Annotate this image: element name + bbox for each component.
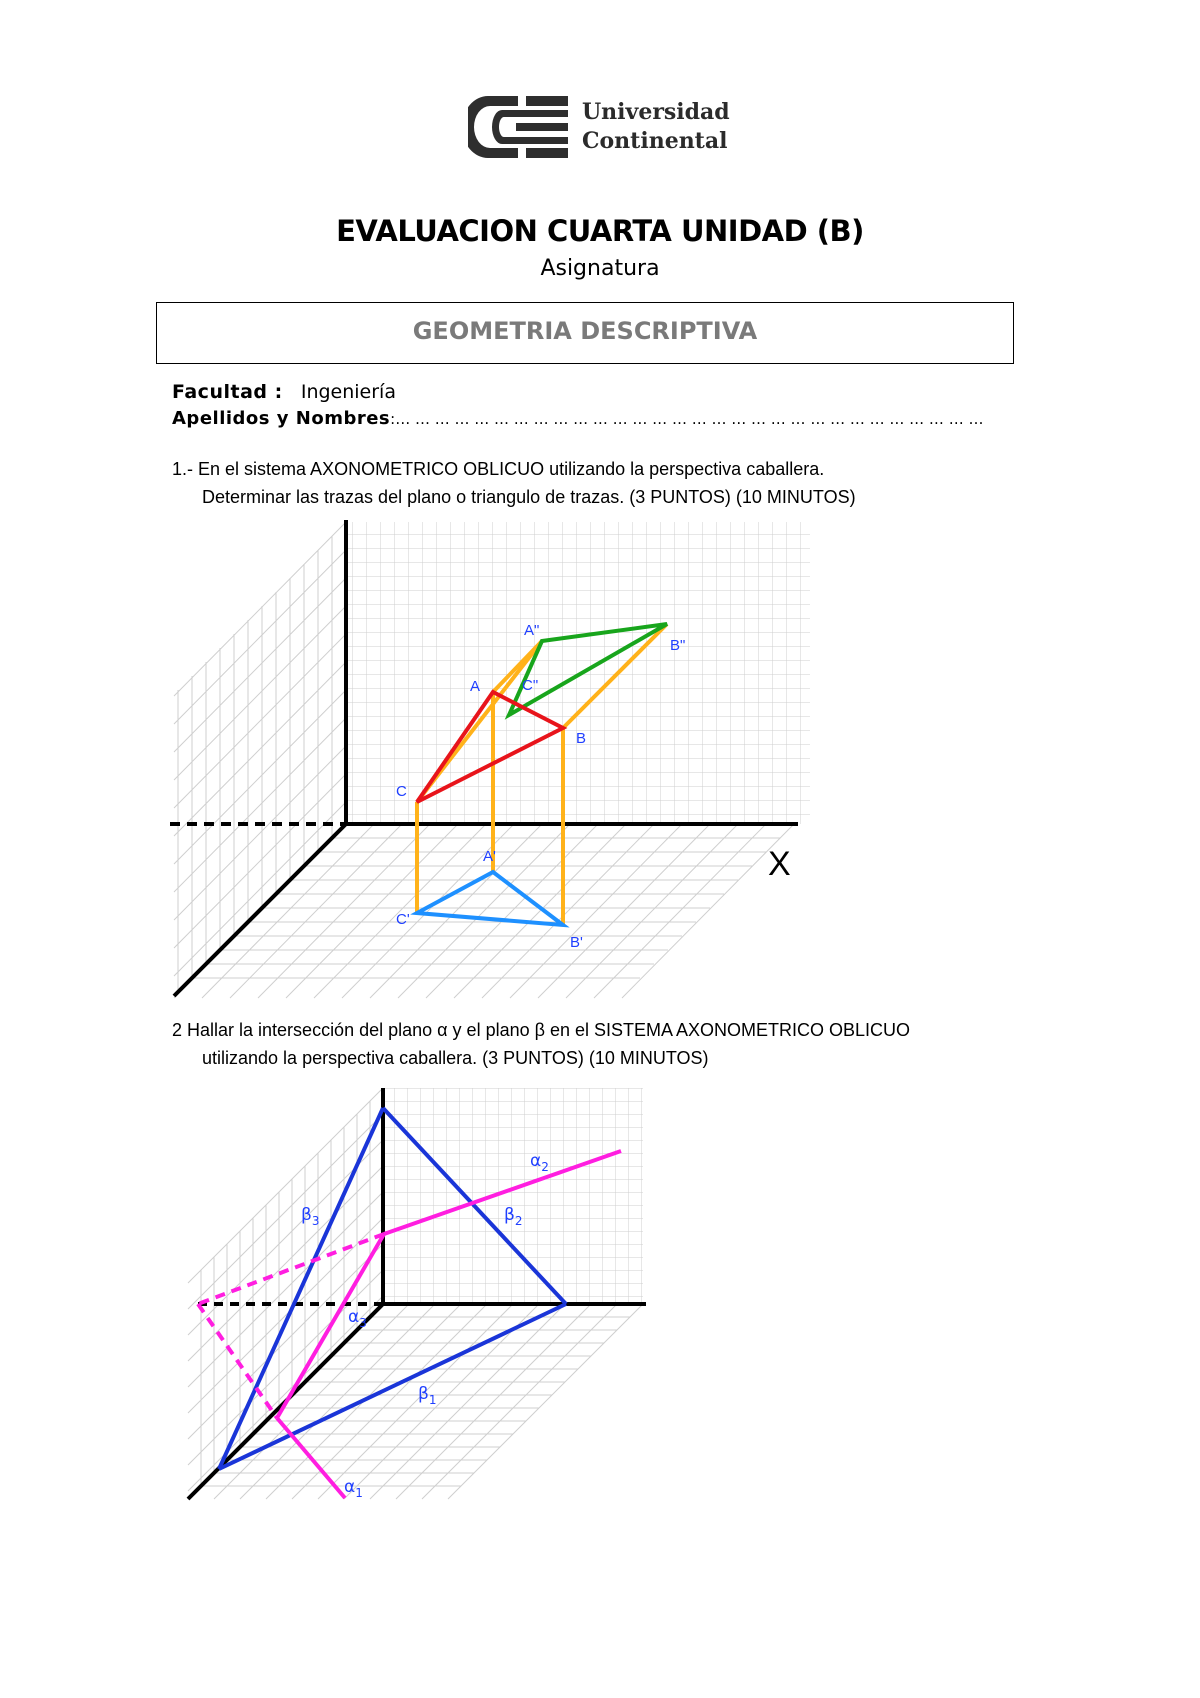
- question2-line2: utilizando la perspectiva caballera. (3 PUNTOS) (10 MINUTOS): [202, 1048, 709, 1068]
- figure2-plane-intersection: [186, 1088, 656, 1508]
- logo-text: [582, 98, 730, 156]
- beta1-trace: [219, 1304, 566, 1469]
- label-A2: A": [524, 622, 540, 639]
- names-value: :… … … … … … … … … … … … … … … … … … … … … … … … … … … … … …: [390, 410, 984, 428]
- question1-line1: 1.- En el sistema AXONOMETRICO OBLICUO utilizando la perspectiva caballera.: [172, 459, 825, 479]
- label-alpha3: $\alpha_3$: [348, 1307, 367, 1330]
- figure1-axonometric-triangle: [170, 520, 810, 1000]
- question2-line1: 2 Hallar la intersección del plano α y el plano β en el SISTEMA AXONOMETRICO OBLICUO: [172, 1020, 911, 1040]
- label-C: C: [396, 783, 407, 800]
- names-label: Apellidos y Nombres: [172, 408, 391, 429]
- y-axis: [174, 824, 346, 996]
- university-logo: [462, 80, 742, 174]
- xz-grid-plane-2: [383, 1088, 643, 1304]
- label-beta1: $\beta_1$: [418, 1384, 437, 1407]
- label-beta2: $\beta_2$: [504, 1205, 523, 1228]
- course-box: [156, 302, 1014, 364]
- label-alpha1: $\alpha_1$: [344, 1477, 363, 1500]
- label-beta3: $\beta_3$: [301, 1205, 320, 1228]
- names-field: [172, 408, 983, 429]
- label-A1: A': [483, 848, 496, 865]
- x-axis-label: X: [768, 845, 791, 883]
- label-C2: C": [522, 677, 539, 694]
- beta3-trace: [219, 1108, 383, 1469]
- xy-grid-plane-2: [188, 1304, 643, 1499]
- faculty-label: Facultad :: [172, 381, 283, 403]
- label-alpha2: $\alpha_2$: [530, 1151, 549, 1174]
- universidad-continental-logo-icon: [468, 92, 578, 162]
- page-title: EVALUACION CUARTA UNIDAD (B): [336, 214, 864, 248]
- label-B2: B": [670, 637, 686, 654]
- logo-line2: Continental: [582, 128, 728, 154]
- label-B: B: [576, 730, 587, 747]
- question1-line2: Determinar las trazas del plano o triangulo de trazas. (3 PUNTOS) (10 MINUTOS): [202, 487, 856, 507]
- label-C1: C': [396, 911, 410, 928]
- logo-line1: Universidad: [582, 99, 730, 125]
- faculty-field: [172, 381, 396, 403]
- alpha1-hidden: [198, 1304, 277, 1418]
- faculty-value: Ingeniería: [300, 381, 396, 403]
- course-name: GEOMETRIA DESCRIPTIVA: [412, 317, 758, 345]
- page-subtitle: Asignatura: [540, 256, 660, 281]
- label-B1: B': [570, 934, 583, 951]
- label-A: A: [470, 678, 481, 695]
